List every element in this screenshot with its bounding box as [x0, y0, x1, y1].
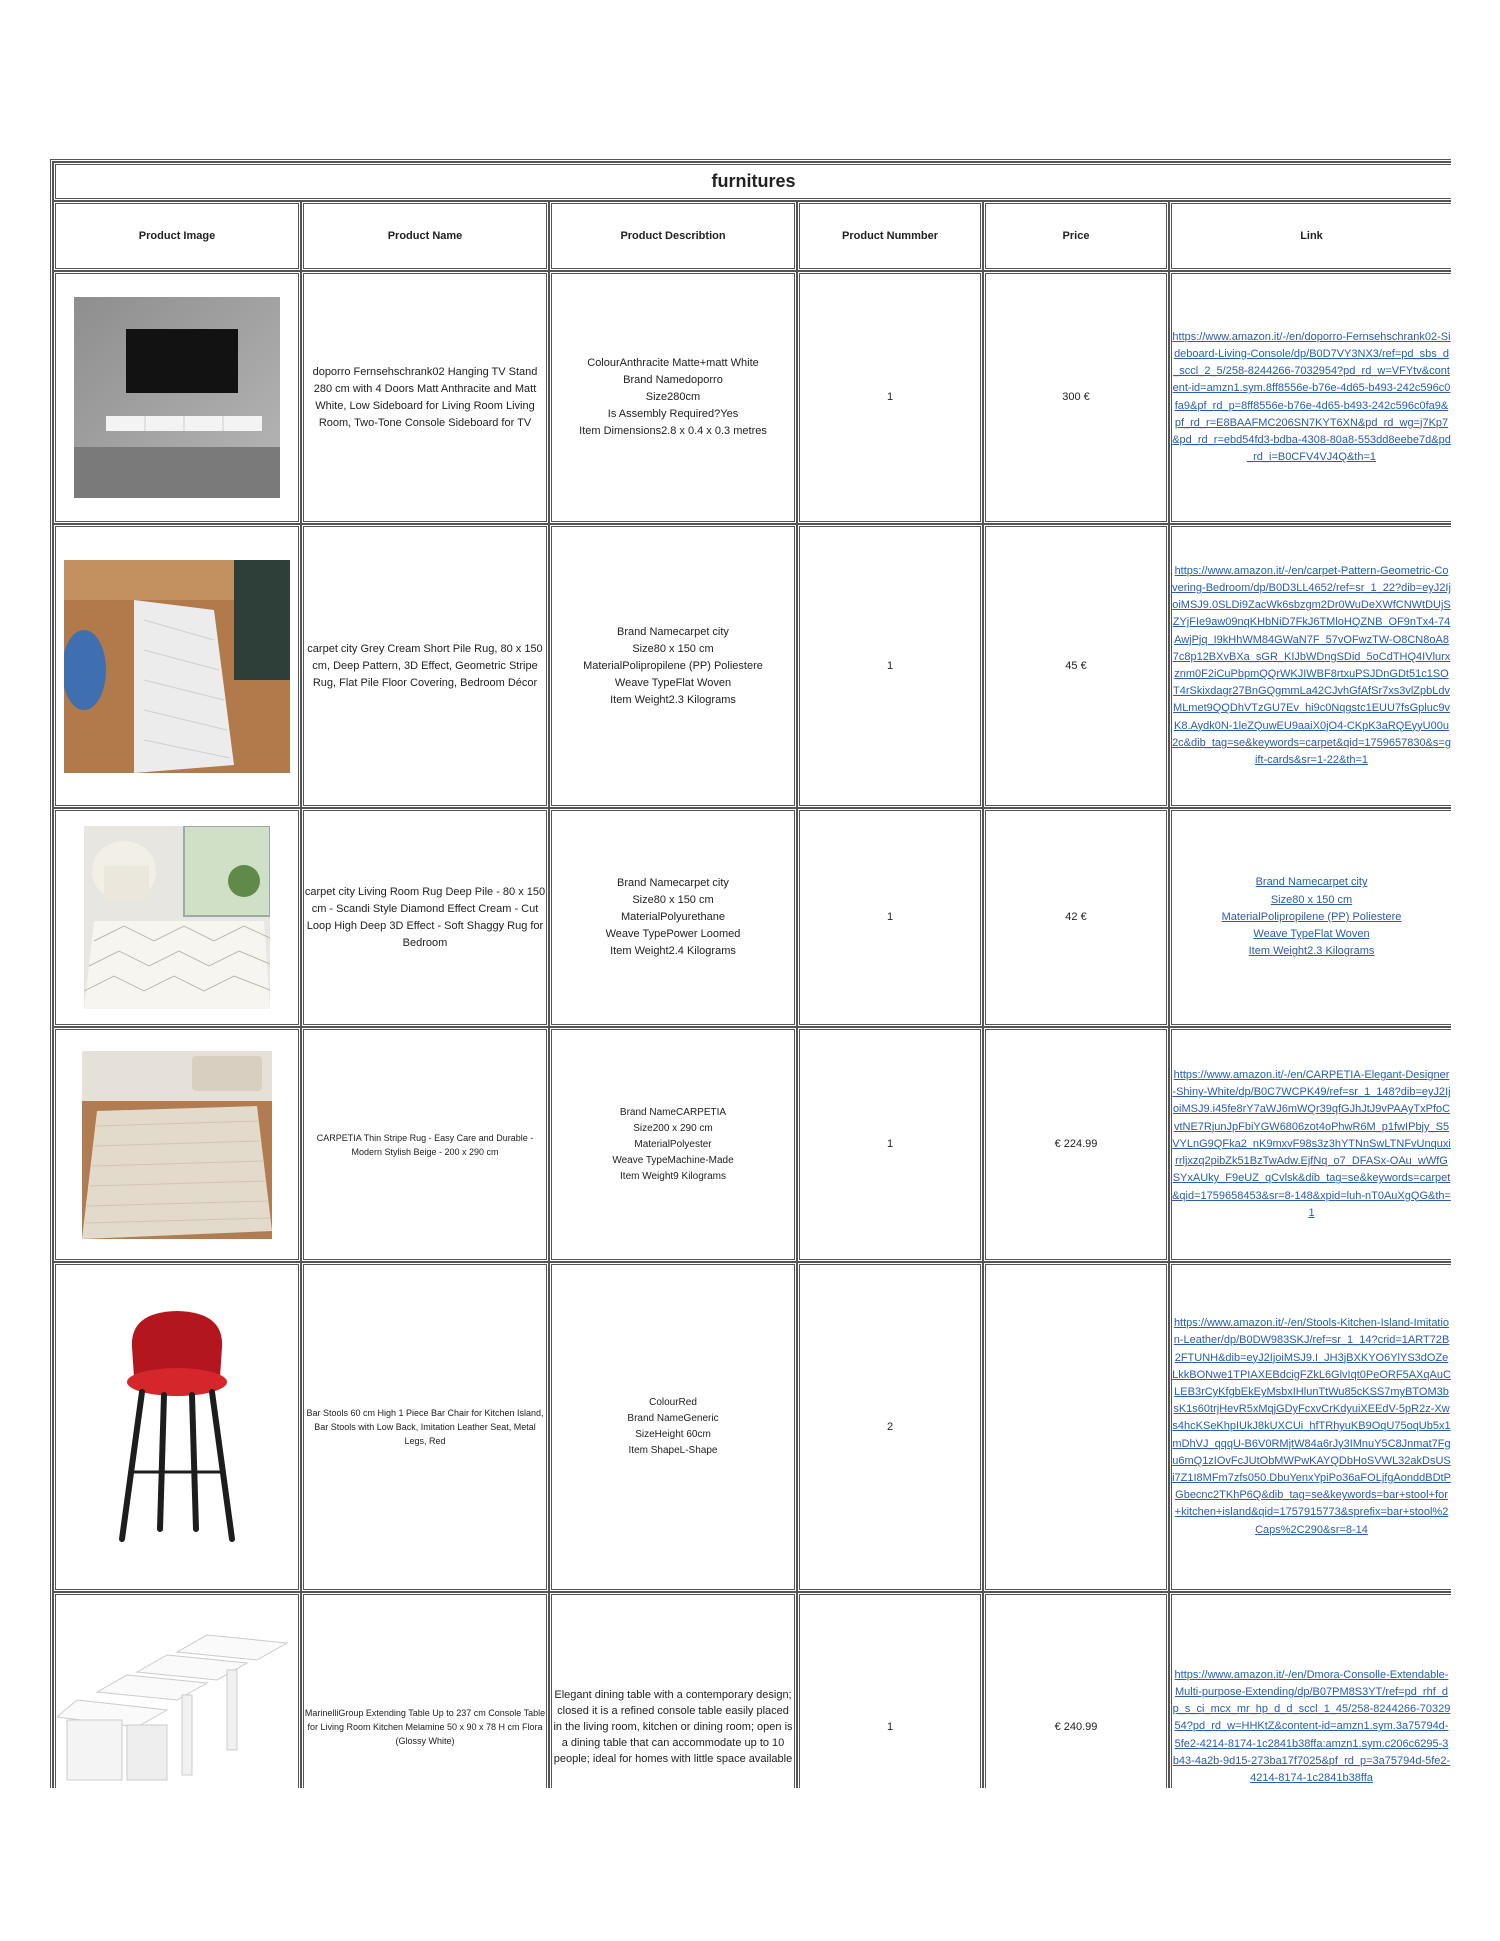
- description-line: ColourAnthracite Matte+matt White: [587, 357, 759, 369]
- product-description: [549, 1262, 797, 1592]
- link-line[interactable]: MaterialPolipropilene (PP) Poliestere: [1221, 910, 1402, 923]
- product-link[interactable]: [1169, 808, 1451, 1027]
- table-row: [53, 271, 1451, 524]
- product-link[interactable]: https://www.amazon.it/-/en/CARPETIA-Elegant-Designer-Shiny-White/dp/B0C7WCPK49/ref=sr_1_148?dib=eyJ2IjoiMSJ9.i45fe8rY7aWJ6mWQr39qfGJhJtJ9vPAAyTxPfoCvtNE7RjunJpFbiYGW6806zot4oPhwR6M_p1fwIPbjy_S5VYLnG9QFka2_nK9mxvF98s3z3hYTNnSwLTNFvUnquxirrljxzq2pibZk51BzTwAdw.EjfNq_o7_DFASx-OAu_wWfGSYxAUky_F9eUZ_qCvlsk&dib_tag=se&keywords=carpet&qid=1759658453&sr=8-148&xpid=luh-nT0AuXgQG&th=1: [1169, 1027, 1451, 1262]
- beige-rug-image: [82, 1051, 272, 1239]
- product-image-cell: [53, 271, 301, 524]
- furniture-table: [50, 159, 1451, 1788]
- product-description: [549, 524, 797, 808]
- table-title: furnitures: [53, 162, 1451, 201]
- link-line[interactable]: Size80 x 150 cm: [1270, 893, 1353, 906]
- product-price: € 240.99: [983, 1592, 1169, 1788]
- description-line: Size80 x 150 cm: [632, 894, 714, 906]
- description-line: Item Weight2.3 Kilograms: [610, 693, 736, 706]
- product-image-cell: [53, 808, 301, 1027]
- header-link: Link: [1169, 201, 1451, 271]
- product-name: carpet city Grey Cream Short Pile Rug, 80 x 150 cm, Deep Pattern, 3D Effect, Geometric Stripe Rug, Flat Pile Floor Covering, Bedroom Décor: [301, 524, 549, 808]
- description-line: Brand NameCARPETIA: [619, 1106, 727, 1118]
- table-row: [53, 1592, 1451, 1788]
- product-price: [983, 1262, 1169, 1592]
- description-line: Is Assembly Required?Yes: [607, 408, 739, 420]
- product-description: [549, 271, 797, 524]
- description-line: Brand Namecarpet city: [617, 625, 729, 638]
- description-line: Weave TypePower Loomed: [605, 928, 741, 940]
- description-line: Brand NameGeneric: [627, 1413, 719, 1424]
- description-line: Item ShapeL-Shape: [628, 1445, 718, 1456]
- table-row: [53, 1027, 1451, 1262]
- header-product-image: Product Image: [53, 201, 301, 271]
- grey-rug-image: [64, 560, 290, 773]
- description-line: Item Weight9 Kilograms: [620, 1170, 726, 1182]
- product-name: Bar Stools 60 cm High 1 Piece Bar Chair for Kitchen Island, Bar Stools with Low Back, Imitation Leather Seat, Metal Legs, Red: [301, 1262, 549, 1592]
- product-image-cell: [53, 1027, 301, 1262]
- description-line: Weave TypeMachine-Made: [612, 1154, 734, 1166]
- product-name: MarinelliGroup Extending Table Up to 237 cm Console Table for Living Room Kitchen Melamine 50 x 90 x 78 H cm Flora (Glossy White): [301, 1592, 549, 1788]
- header-product-number: Product Nummber: [797, 201, 983, 271]
- product-link[interactable]: https://www.amazon.it/-/en/doporro-Fernsehschrank02-Sideboard-Living-Console/dp/B0D7VY3NX3/ref=pd_sbs_d_sccl_2_5/258-8244266-7032954?pd_rd_w=VFYtv&content-id=amzn1.sym.8ff8556e-b76e-4d65-b493-242c596c0fa9&pf_rd_p=8ff8556e-b76e-4d65-b493-242c596c0fa9&pf_rd_r=E8BAAFMC206SN7KYT6XN&pd_rd_wg=j7Kp7&pd_rd_r=ebd54fd3-bdba-4308-80a8-553dd8eebe7d&pd_rd_i=B0CFV4VJ4Q&th=1: [1169, 271, 1451, 524]
- product-number: 1: [797, 271, 983, 524]
- product-price: 42 €: [983, 808, 1169, 1027]
- bar-stool-image: [102, 1307, 252, 1547]
- description-line: SizeHeight 60cm: [635, 1429, 711, 1440]
- header-product-name: Product Name: [301, 201, 549, 271]
- tv-stand-image: [74, 297, 280, 498]
- product-link[interactable]: https://www.amazon.it/-/en/Stools-Kitchen-Island-Imitation-Leather/dp/B0DW983SKJ/ref=sr_1_14?crid=1ART72B2FTUNH&dib=eyJ2IjoiMSJ9.I_JH3jBXKYO6YlYS3dOZeLkkBONwe1TPIAXEBdcigFZkL6GlvIqt0PeORF5AXqAuCLEB3rCyKfgbEkEyMsbxIHlunTtWu85cKSS7myBTOM3bsK1s60trjHevR5xMqjGDyFcxvCrKdyuiXEEdV-5pR2z-Xws4hcKSeKhpIUkJ8kUXCUi_hfTRhyuKB9OqU75oqUb5x1mDhVJ_qqqU-B6V0RMjtW84a6rJy3IMnuY5C8Jnmat7Fgu6mQ1zIOvFcJUtObMWPwKAYQDbHoSVWL32akDsUSi7Z1I8MFm7zfs050.DbuYenxYpiPo36aFOLjfgAonddBDtPGbecnc2TKhP6Q&dib_tag=se&keywords=bar+stool+for+kitchen+island&qid=1757915773&sprefix=bar+stool%2Caps%2C290&sr=8-14: [1169, 1262, 1451, 1592]
- description-line: Weave TypeFlat Woven: [614, 676, 732, 689]
- description-line: Item Dimensions2.8 x 0.4 x 0.3 metres: [579, 425, 767, 437]
- product-description: [549, 808, 797, 1027]
- description-line: Brand Namecarpet city: [617, 877, 729, 889]
- cream-rug-image: [84, 826, 270, 1009]
- description-line: MaterialPolyester: [634, 1138, 712, 1150]
- table-row: [53, 1262, 1451, 1592]
- product-link[interactable]: https://www.amazon.it/-/en/Dmora-Consolle-Extendable-Multi-purpose-Extending/dp/B07PM8S3YT/ref=pd_rhf_dp_s_ci_mcx_mr_hp_d_d_sccl_1_45/258-8244266-7032954?pd_rd_w=HHKtZ&content-id=amzn1.sym.3a75794d-5fe2-4214-8174-1c2841b38ffa:amzn1.sym.c206c6295-3b43-4a2b-9d15-273ba17f7025&pf_rd_p=3a75794d-5fe2-4214-8174-1c2841b38ffa: [1169, 1592, 1451, 1788]
- link-line[interactable]: Item Weight2.3 Kilograms: [1248, 945, 1375, 958]
- product-price: € 224.99: [983, 1027, 1169, 1262]
- product-name: carpet city Living Room Rug Deep Pile - 80 x 150 cm - Scandi Style Diamond Effect Cream - Cut Loop High Deep 3D Effect - Soft Shaggy Rug for Bedroom: [301, 808, 549, 1027]
- header-price: Price: [983, 201, 1169, 271]
- description-line: MaterialPolipropilene (PP) Poliestere: [583, 659, 763, 672]
- description-line: MaterialPolyurethane: [621, 911, 725, 923]
- product-description: Elegant dining table with a contemporary design; closed it is a refined console table easily placed in the living room, kitchen or dining room; open is a dining table that can accommodate up to 10 people; ideal for homes with little space available: [549, 1592, 797, 1788]
- description-line: Brand Namedoporro: [623, 374, 723, 386]
- product-image-cell: [53, 1262, 301, 1592]
- product-description: [549, 1027, 797, 1262]
- product-image-cell: [53, 524, 301, 808]
- link-line[interactable]: Brand Namecarpet city: [1255, 876, 1368, 889]
- spreadsheet-page: [50, 159, 1451, 1788]
- product-price: 300 €: [983, 271, 1169, 524]
- header-row: [53, 201, 1451, 271]
- product-name: doporro Fernsehschrank02 Hanging TV Stand 280 cm with 4 Doors Matt Anthracite and Matt White, Low Sideboard for Living Room Living Room, Two-Tone Console Sideboard for TV: [301, 271, 549, 524]
- product-price: 45 €: [983, 524, 1169, 808]
- product-number: 1: [797, 1592, 983, 1788]
- description-line: ColourRed: [649, 1397, 697, 1408]
- product-link[interactable]: https://www.amazon.it/-/en/carpet-Pattern-Geometric-Covering-Bedroom/dp/B0D3LL4652/ref=sr_1_22?dib=eyJ2IjoiMSJ9.0SLDi9ZacWk6sbzgm2Dr0WuDeXWfCNWtDUjSZYjFIe9aw09nqKHbNiD7FkJ6TMloHQZNB_OF9nTx4-74AwjPjq_I9kHhWM84GWaN7F_57vOFwzTW-O8CN8oA87c8p12BXvBXa_sGR_KIJbWDngSDid_5oCdTHQ4IVlurxznm0F2iCuPbpmQQrWKJIWBF8rtxuPSJDnGDt51c1SOT4rSkixdagr27BnGQgmmLa42CJvhGfAfSr7xs3vlZpbLdvMLmet9QQDhVTzGU7Ev_hi9c0Nqgstc1EUU7fsGpluc9vK8.Aydk0N-1leZQuwEU9aaiX0jO4-CKpK3aRQEyyU00u2c&dib_tag=se&keywords=carpet&qid=1759657830&s=gift-cards&sr=1-22&th=1: [1169, 524, 1451, 808]
- description-line: Item Weight2.4 Kilograms: [610, 945, 736, 957]
- extending-table-image: [57, 1625, 297, 1785]
- table-row: [53, 524, 1451, 808]
- header-product-description: Product Describtion: [549, 201, 797, 271]
- link-line[interactable]: Weave TypeFlat Woven: [1253, 928, 1370, 941]
- table-row: [53, 808, 1451, 1027]
- description-line: Size80 x 150 cm: [632, 642, 714, 655]
- product-number: 1: [797, 1027, 983, 1262]
- product-number: 2: [797, 1262, 983, 1592]
- description-line: Size280cm: [645, 391, 701, 403]
- product-image-cell: [53, 1592, 301, 1788]
- product-number: 1: [797, 808, 983, 1027]
- description-line: Size200 x 290 cm: [633, 1122, 713, 1134]
- product-number: 1: [797, 524, 983, 808]
- product-name: CARPETIA Thin Stripe Rug - Easy Care and Durable - Modern Stylish Beige - 200 x 290 cm: [301, 1027, 549, 1262]
